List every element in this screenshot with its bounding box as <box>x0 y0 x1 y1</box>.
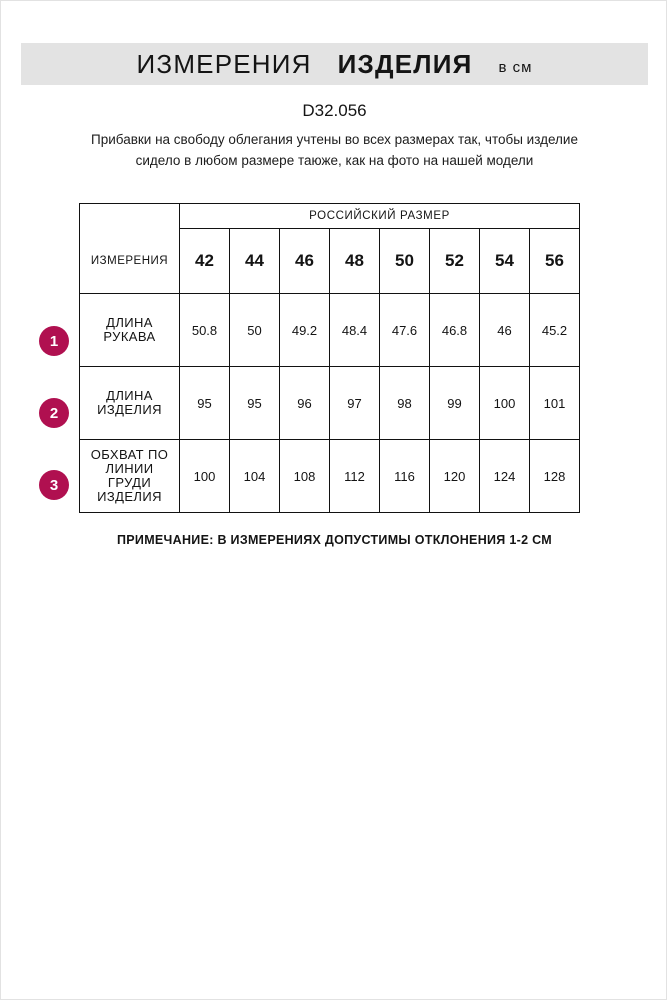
group-header-russian-size: РОССИЙСКИЙ РАЗМЕР <box>180 204 580 229</box>
cell-chest-44: 104 <box>230 440 280 513</box>
column-header-size-42: 42 <box>180 229 230 294</box>
cell-product-length-48: 97 <box>330 367 380 440</box>
table-row <box>80 440 580 513</box>
row-number-badge-3: 3 <box>39 470 69 500</box>
measurements-table <box>79 203 580 513</box>
article-code: D32.056 <box>302 101 367 120</box>
cell-sleeve-length-50: 47.6 <box>380 294 430 367</box>
table-row <box>80 367 580 440</box>
page-title-product: ИЗДЕЛИЯ <box>337 48 473 79</box>
cell-chest-56: 128 <box>530 440 580 513</box>
footer-note: ПРИМЕЧАНИЕ: В ИЗМЕРЕНИЯХ ДОПУСТИМЫ ОТКЛОНЕНИЯ 1-2 СМ <box>117 533 552 547</box>
row-label-product-length: ДЛИНА ИЗДЕЛИЯ <box>80 367 180 440</box>
row-label-chest-circumference: ОБХВАТ ПО ЛИНИИ ГРУДИ ИЗДЕЛИЯ <box>80 440 180 513</box>
cell-sleeve-length-56: 45.2 <box>530 294 580 367</box>
cell-product-length-46: 96 <box>280 367 330 440</box>
cell-sleeve-length-52: 46.8 <box>430 294 480 367</box>
cell-sleeve-length-54: 46 <box>480 294 530 367</box>
column-header-size-44: 44 <box>230 229 280 294</box>
table-group-header-row <box>80 204 580 229</box>
cell-product-length-54: 100 <box>480 367 530 440</box>
row-number-badge-2: 2 <box>39 398 69 428</box>
row-label-sleeve-length: ДЛИНА РУКАВА <box>80 294 180 367</box>
cell-product-length-44: 95 <box>230 367 280 440</box>
column-header-size-54: 54 <box>480 229 530 294</box>
page-title-unit: в см <box>498 58 533 76</box>
cell-chest-54: 124 <box>480 440 530 513</box>
cell-sleeve-length-44: 50 <box>230 294 280 367</box>
column-header-size-56: 56 <box>530 229 580 294</box>
cell-sleeve-length-46: 49.2 <box>280 294 330 367</box>
cell-chest-46: 108 <box>280 440 330 513</box>
cell-chest-50: 116 <box>380 440 430 513</box>
column-header-size-48: 48 <box>330 229 380 294</box>
row-number-badge-1: 1 <box>39 326 69 356</box>
cell-product-length-56: 101 <box>530 367 580 440</box>
table-size-header-row <box>80 229 580 294</box>
size-chart-content <box>1 1 667 547</box>
column-header-measurements: ИЗМЕРЕНИЯ <box>80 229 180 294</box>
column-header-size-46: 46 <box>280 229 330 294</box>
cell-product-length-42: 95 <box>180 367 230 440</box>
cell-chest-42: 100 <box>180 440 230 513</box>
cell-chest-52: 120 <box>430 440 480 513</box>
intro-note: Прибавки на свободу облегания учтены во всех размерах так, чтобы изделие сидело в любом размере таюже, как на фото на нашей модели <box>91 132 578 168</box>
page-title-measurements: ИЗМЕРЕНИЯ <box>136 48 312 79</box>
cell-chest-48: 112 <box>330 440 380 513</box>
cell-product-length-52: 99 <box>430 367 480 440</box>
corner-cell-top <box>80 204 180 229</box>
table-row <box>80 294 580 367</box>
page-title-band <box>21 43 648 85</box>
measurements-table-wrap <box>1 203 667 513</box>
column-header-size-50: 50 <box>380 229 430 294</box>
column-header-size-52: 52 <box>430 229 480 294</box>
cell-product-length-50: 98 <box>380 367 430 440</box>
cell-sleeve-length-48: 48.4 <box>330 294 380 367</box>
cell-sleeve-length-42: 50.8 <box>180 294 230 367</box>
